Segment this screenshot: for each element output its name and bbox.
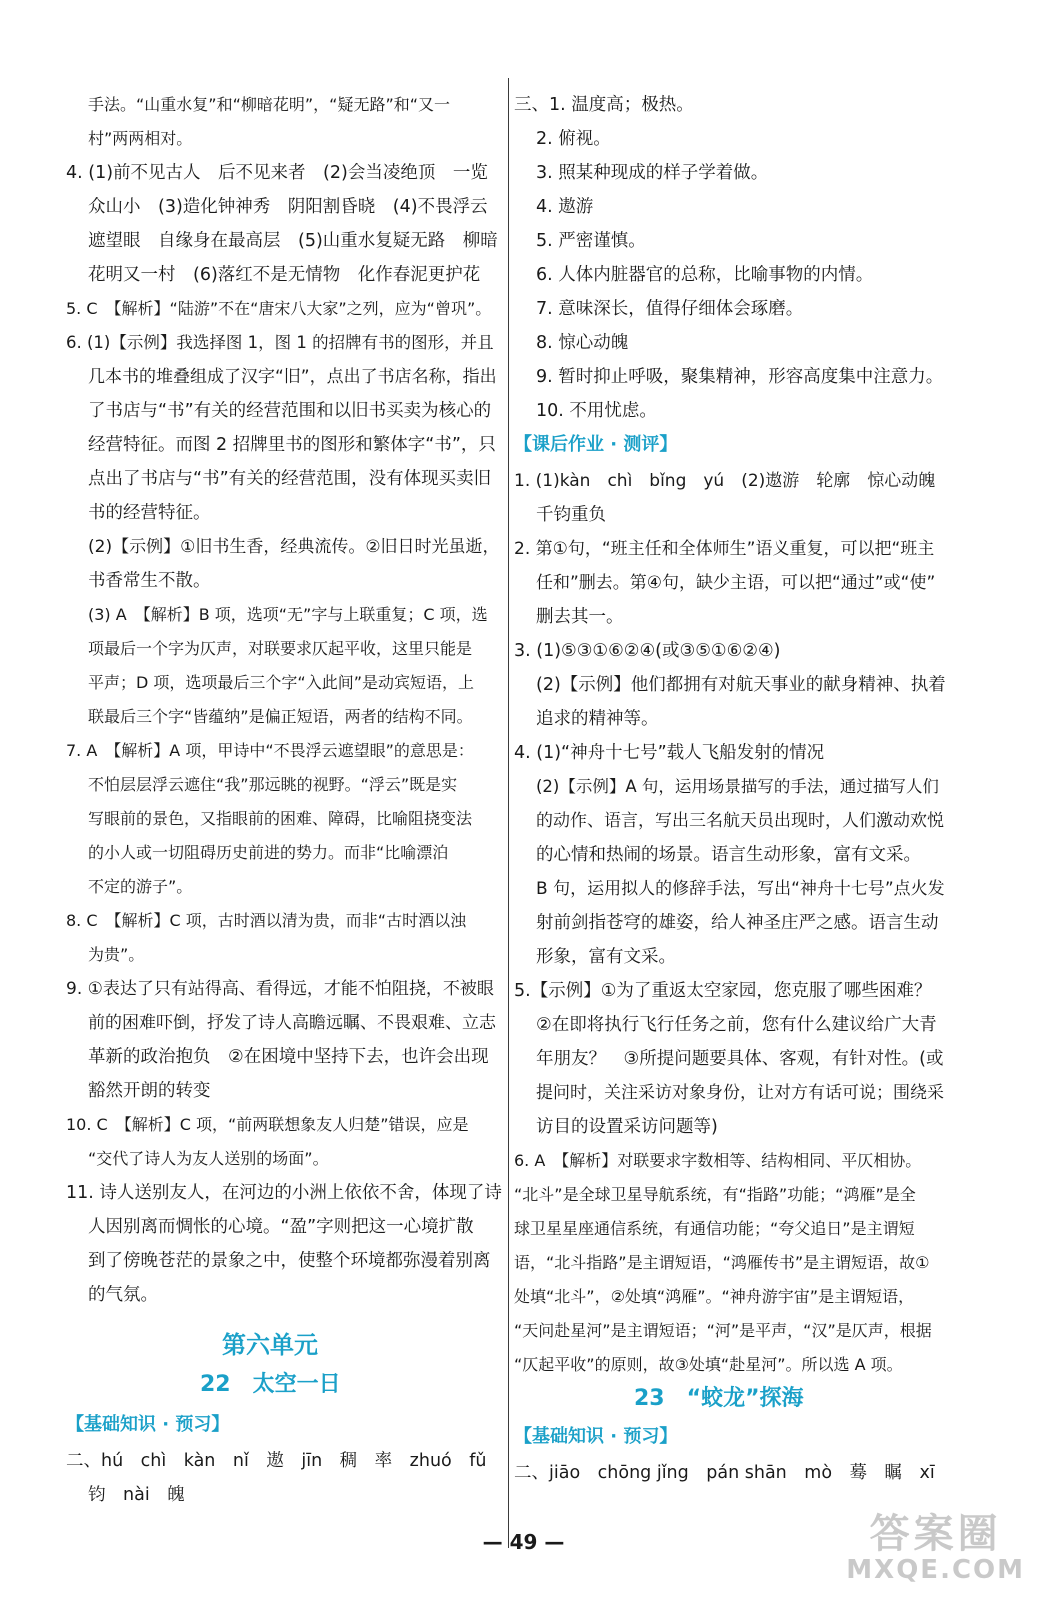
left-col-line: 书的经营特征。: [88, 503, 211, 523]
right-col-line: 【课后作业 · 测评】: [514, 434, 678, 455]
watermark-text: 答案圈: [869, 1511, 1002, 1557]
right-col-line: 删去其一。: [536, 607, 624, 627]
left-col-line: (3) A 【解析】B 项，选项“无”字与上联重复；C 项，选: [88, 605, 488, 624]
right-col-line: 3. (1)⑤③①⑥②④(或③⑤①⑥②④): [514, 641, 781, 661]
left-col-line: “交代了诗人为友人送别的场面”。: [88, 1149, 329, 1168]
right-col-line: 形象，富有文采。: [536, 947, 676, 967]
right-col-line: 9. 暂时抑止呼吸，聚集精神，形容高度集中注意力。: [536, 367, 944, 387]
right-col-line: 任和”删去。第④句，缺少主语，可以把“通过”或“使”: [536, 573, 936, 593]
left-col-line: 平声；D 项，选项最后三个字“入此间”是动宾短语，上: [88, 673, 474, 692]
left-col-line: 不定的游子”。: [88, 877, 193, 896]
left-col-line: 了书店与“书”有关的经营范围和以旧书买卖为核心的: [88, 401, 492, 421]
left-col-line: 村”两两相对。: [88, 129, 193, 148]
left-col-line: 11. 诗人送别友人，在河边的小洲上依依不舍，体现了诗: [66, 1183, 502, 1203]
right-col-line: 5.【示例】①为了重返太空家园，您克服了哪些困难？: [514, 981, 932, 1001]
left-col-line: 众山小 (3)造化钟神秀 阴阳割昏晓 (4)不畏浮云: [88, 197, 488, 217]
right-col-line: 4. 遨游: [536, 197, 594, 217]
left-col-line: 的气氛。: [88, 1285, 158, 1305]
right-col-line: “仄起平收”的原则，故③处填“赴星河”。所以选 A 项。: [514, 1355, 903, 1374]
left-col-line: 花明又一村 (6)落红不是无情物 化作春泥更护花: [88, 265, 481, 285]
left-col-line: 联最后三个字“皆蕴纳”是偏正短语，两者的结构不同。: [88, 707, 473, 726]
watermark-url: MXQE.COM: [846, 1555, 1025, 1585]
left-col-line: 不怕层层浮云遮住“我”那远眺的视野。“浮云”既是实: [88, 775, 458, 794]
right-col-line: 处填“北斗”，②处填“鸿雁”。“神舟游宇宙”是主谓短语，: [514, 1287, 915, 1306]
left-col-line: 点出了书店与“书”有关的经营范围，没有体现买卖旧: [88, 469, 492, 489]
right-col-line: (2)【示例】A 句，运用场景描写的手法，通过描写人们: [536, 777, 939, 796]
right-col-line: 23 “蛟龙”探海: [634, 1386, 804, 1411]
left-col-line: 几本书的堆叠组成了汉字“旧”，点出了书店名称，指出: [88, 367, 497, 387]
left-col-line: 22 太空一日: [200, 1372, 341, 1397]
right-col-line: 2. 俯视。: [536, 129, 611, 149]
right-col-line: 2. 第①句，“班主任和全体师生”语义重复，可以把“班主: [514, 539, 935, 559]
left-col-line: 6. (1)【示例】我选择图 1，图 1 的招牌有书的图形，并且: [66, 333, 494, 352]
right-col-line: 6. A 【解析】对联要求字数相等、结构相同、平仄相协。: [514, 1151, 922, 1170]
right-col-line: 射前剑指苍穹的雄姿，给人神圣庄严之感。语言生动: [536, 913, 939, 933]
left-col-line: 经营特征。而图 2 招牌里书的图形和繁体字“书”，只: [88, 435, 496, 455]
left-col-line: 8. C 【解析】C 项，古时酒以清为贵，而非“古时酒以浊: [66, 911, 467, 930]
right-col-line: 球卫星星座通信系统，有通信功能；“夸父追日”是主谓短: [514, 1219, 915, 1238]
right-col-line: 的心情和热闹的场景。语言生动形象，富有文采。: [536, 845, 921, 865]
right-col-line: ②在即将执行飞行任务之前，您有什么建议给广大青: [536, 1015, 937, 1035]
right-col-line: 追求的精神等。: [536, 709, 659, 729]
right-col-line: 5. 严密谨慎。: [536, 231, 646, 251]
right-col-line: 1. (1)kàn chì bǐng yú (2)遨游 轮廓 惊心动魄: [514, 471, 936, 491]
right-col-line: 10. 不用忧虑。: [536, 401, 657, 421]
right-col-line: 三、1. 温度高；极热。: [514, 95, 694, 115]
left-col-line: 5. C 【解析】“陆游”不在“唐宋八大家”之列，应为“曾巩”。: [66, 299, 492, 318]
left-col-line: 9. ①表达了只有站得高、看得远，才能不怕阻挠，不被眼: [66, 979, 494, 999]
left-col-line: 人因别离而惆怅的心境。“盈”字则把这一心境扩散: [88, 1217, 474, 1237]
left-col-line: 手法。“山重水复”和“柳暗花明”，“疑无路”和“又一: [88, 95, 451, 114]
right-col-line: “北斗”是全球卫星导航系统，有“指路”功能；“鸿雁”是全: [514, 1185, 916, 1204]
left-col-line: 遮望眼 自缘身在最高层 (5)山重水复疑无路 柳暗: [88, 231, 498, 251]
right-col-line: 年朋友？ ③所提问题要具体、客观，有针对性。(或: [536, 1049, 944, 1069]
column-divider: [508, 78, 509, 1548]
right-col-line: (2)【示例】他们都拥有对航天事业的献身精神、执着: [536, 675, 946, 695]
watermark: [846, 1512, 1025, 1584]
left-col-line: 4. (1)前不见古人 后不见来者 (2)会当凌绝顶 一览: [66, 163, 488, 183]
left-col-line: 的小人或一切阻碍历史前进的势力。而非“比喻漂泊: [88, 843, 449, 862]
right-col-line: “天问赴星河”是主谓短语；“河”是平声，“汉”是仄声，根据: [514, 1321, 932, 1340]
left-col-line: (2)【示例】①旧书生香，经典流传。②旧日时光虽逝，: [88, 537, 500, 557]
left-col-line: 7. A 【解析】A 项，甲诗中“不畏浮云遮望眼”的意思是：: [66, 741, 474, 760]
left-col-line: 项最后一个字为仄声，对联要求仄起平收，这里只能是: [88, 639, 473, 658]
right-col-line: 提问时，关注采访对象身份，让对方有话可说；围绕采: [536, 1083, 944, 1103]
right-col-line: B 句，运用拟人的修辞手法，写出“神舟十七号”点火发: [536, 879, 945, 899]
left-col-line: 第六单元: [222, 1331, 318, 1359]
left-col-line: 二、hú chì kàn nǐ 遨 jīn 稠 率 zhuó fǔ: [66, 1451, 487, 1471]
left-col-line: 豁然开朗的转变: [88, 1081, 211, 1101]
left-col-line: 写眼前的景色，又指眼前的困难、障碍，比喻阻挠变法: [88, 809, 473, 828]
right-col-line: 【基础知识 · 预习】: [514, 1426, 678, 1447]
left-col-line: 前的困难吓倒，抒发了诗人高瞻远瞩、不畏艰难、立志: [88, 1013, 496, 1033]
right-col-line: 访目的设置采访问题等): [536, 1117, 718, 1137]
page-number: — 49 —: [482, 1530, 565, 1554]
right-col-line: 8. 惊心动魄: [536, 333, 629, 353]
left-col-line: 到了傍晚苍茫的景象之中，使整个环境都弥漫着别离: [88, 1251, 491, 1271]
right-col-line: 6. 人体内脏器官的总称，比喻事物的内情。: [536, 265, 874, 285]
right-col-line: 的动作、语言，写出三名航天员出现时，人们激动欢悦: [536, 811, 944, 831]
right-col-line: 千钧重负: [536, 505, 606, 525]
right-col-line: 7. 意味深长，值得仔细体会琢磨。: [536, 299, 804, 319]
left-col-line: 钧 nài 魄: [88, 1485, 185, 1505]
right-col-line: 语，“北斗指路”是主谓短语，“鸿雁传书”是主谓短语，故①: [514, 1253, 930, 1272]
right-col-line: 3. 照某种现成的样子学着做。: [536, 163, 769, 183]
left-col-line: 【基础知识 · 预习】: [66, 1414, 230, 1435]
left-col-line: 革新的政治抱负 ②在困境中坚持下去，也许会出现: [88, 1047, 489, 1067]
left-col-line: 10. C 【解析】C 项，“前两联想象友人归楚”错误，应是: [66, 1115, 469, 1134]
right-col-line: 4. (1)“神舟十七号”载人飞船发射的情况: [514, 743, 825, 763]
left-col-line: 为贵”。: [88, 945, 145, 964]
right-col-line: 二、jiāo chōng jǐng pán shān mò 蓦 瞩 xī: [514, 1463, 935, 1483]
left-col-line: 书香常生不散。: [88, 571, 211, 591]
